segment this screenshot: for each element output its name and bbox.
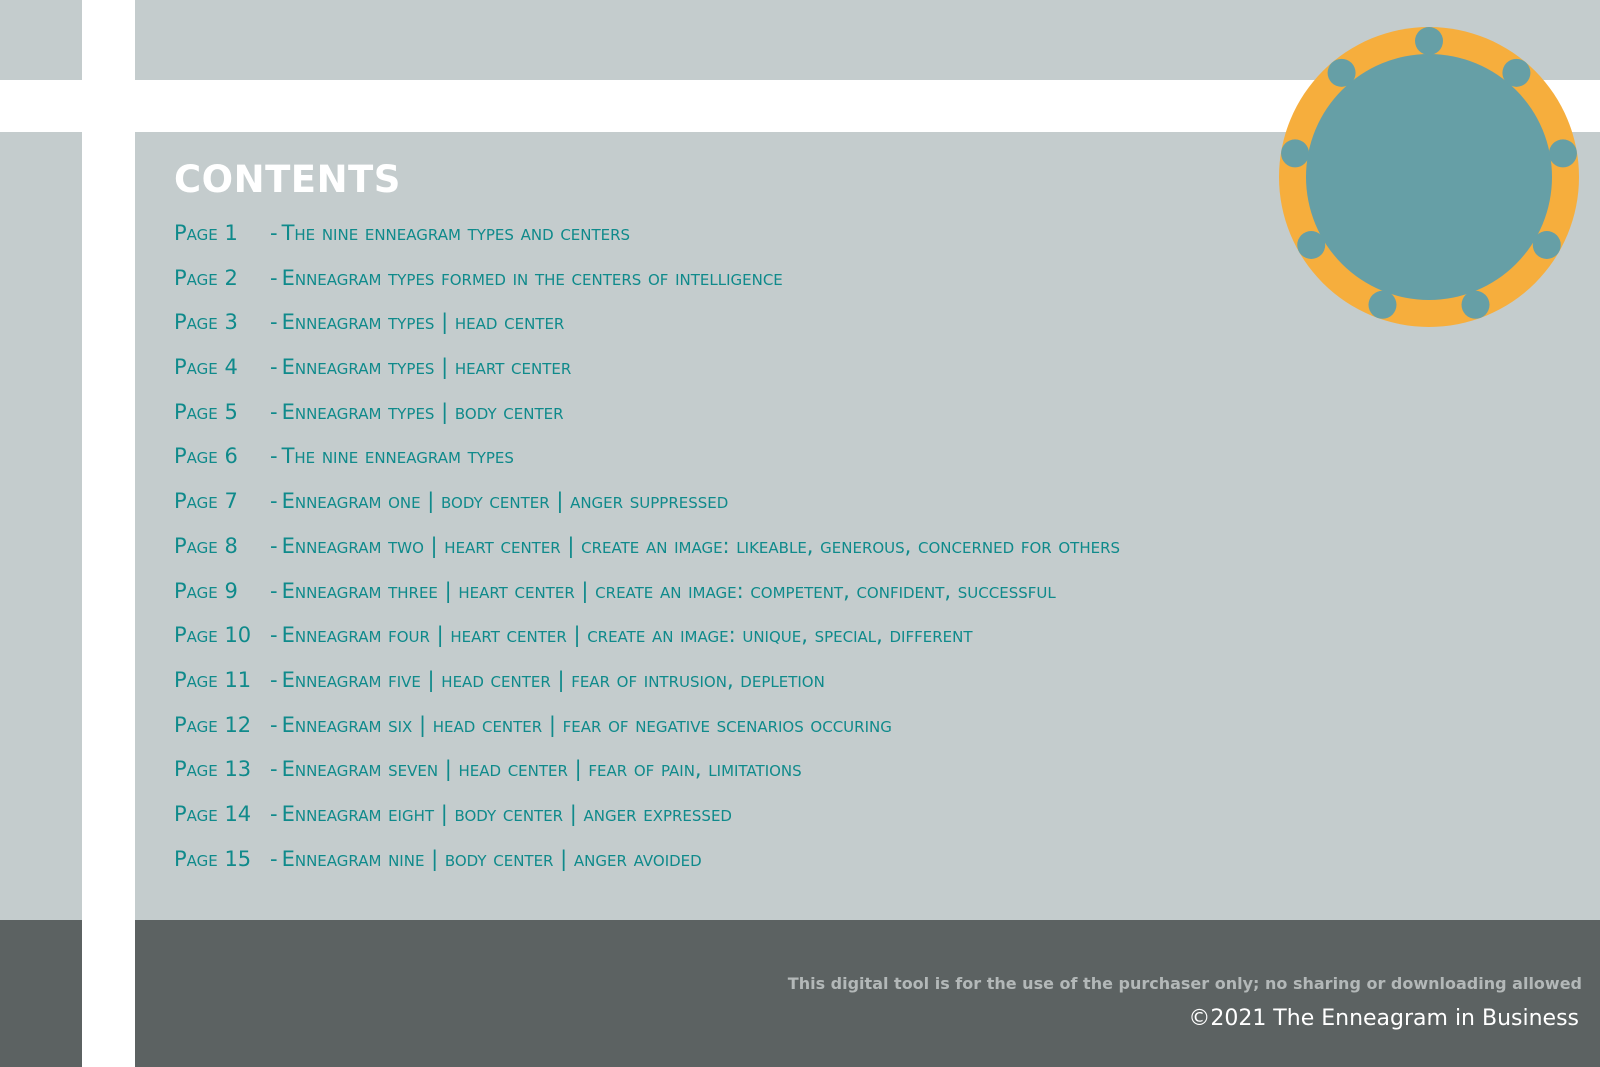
emblem-dot xyxy=(1533,231,1561,259)
disclaimer-text: This digital tool is for the use of the purchaser only; no sharing or downloading allowed xyxy=(787,974,1582,993)
toc-entry[interactable] xyxy=(174,310,1120,355)
toc-entry-title: Enneagram five | head center | fear of intrusion, depletion xyxy=(281,667,825,692)
toc-page-label xyxy=(174,355,282,380)
toc-entry[interactable] xyxy=(174,534,1120,579)
emblem-dot xyxy=(1297,231,1325,259)
toc-page-label xyxy=(174,400,282,425)
footer-left-block xyxy=(0,920,82,1067)
toc-page-number: Page 15 xyxy=(174,846,252,871)
toc-separator: - xyxy=(270,801,278,826)
toc-page-number: Page 3 xyxy=(174,310,238,335)
toc-separator: - xyxy=(270,399,278,424)
toc-page-label xyxy=(174,534,282,559)
toc-separator: - xyxy=(270,846,278,871)
copyright-text: ©2021 The Enneagram in Business xyxy=(1188,1006,1579,1031)
toc-page-label xyxy=(174,847,282,872)
contents-title: CONTENTS xyxy=(174,158,401,201)
toc-entry-title: Enneagram types | body center xyxy=(281,399,564,424)
toc-entry-title: Enneagram three | heart center | create an image: competent, confident, successful xyxy=(281,578,1056,603)
toc-entry-title: Enneagram types formed in the centers of intelligence xyxy=(281,265,783,290)
toc-separator: - xyxy=(270,712,278,737)
toc-entry[interactable] xyxy=(174,668,1120,713)
toc-page-number: Page 7 xyxy=(174,489,238,514)
toc-page-label xyxy=(174,757,282,782)
toc-page-number: Page 5 xyxy=(174,399,238,424)
toc-entry[interactable] xyxy=(174,444,1120,489)
emblem-dot xyxy=(1415,27,1443,55)
toc-page-label xyxy=(174,266,282,291)
toc-page-label xyxy=(174,489,282,514)
toc-entry[interactable] xyxy=(174,579,1120,624)
toc-page-label xyxy=(174,579,282,604)
toc-page-number: Page 14 xyxy=(174,801,252,826)
toc-entry[interactable] xyxy=(174,757,1120,802)
toc-entry-title: Enneagram types | head center xyxy=(281,310,565,335)
toc-page-number: Page 10 xyxy=(174,623,252,648)
toc-separator: - xyxy=(270,310,278,335)
toc-entry[interactable] xyxy=(174,623,1120,668)
toc-separator: - xyxy=(270,221,278,245)
toc-entry[interactable] xyxy=(174,221,1120,266)
toc-page-label xyxy=(174,221,282,246)
toc-entry[interactable] xyxy=(174,802,1120,847)
toc-entry-title: Enneagram eight | body center | anger expressed xyxy=(281,801,732,826)
toc-page-number: Page 2 xyxy=(174,265,238,290)
toc-page-label xyxy=(174,802,282,827)
toc-entry-title: Enneagram seven | head center | fear of pain, limitations xyxy=(281,757,802,782)
toc-page-number: Page 8 xyxy=(174,533,238,558)
toc-entry-title: Enneagram six | head center | fear of negative scenarios occuring xyxy=(281,712,892,737)
emblem-dot xyxy=(1502,59,1530,87)
toc-page-label xyxy=(174,623,282,648)
toc-entry[interactable] xyxy=(174,266,1120,311)
toc-separator: - xyxy=(270,623,278,648)
toc-page-label xyxy=(174,668,282,693)
toc-entry-title: Enneagram four | heart center | create an image: unique, special, different xyxy=(281,623,973,648)
toc-page-number: Page 12 xyxy=(174,712,252,737)
left-white-band xyxy=(82,0,135,1067)
toc-separator: - xyxy=(270,265,278,290)
emblem-disc xyxy=(1306,54,1552,300)
toc-separator: - xyxy=(270,578,278,603)
toc-page-number: Page 13 xyxy=(174,757,252,782)
contents-list xyxy=(174,221,1120,891)
toc-separator: - xyxy=(270,757,278,782)
toc-separator: - xyxy=(270,444,278,469)
footer xyxy=(135,920,1600,1067)
toc-entry[interactable] xyxy=(174,400,1120,445)
emblem-dot xyxy=(1328,59,1356,87)
toc-entry[interactable] xyxy=(174,847,1120,892)
toc-page-label xyxy=(174,713,282,738)
enneagram-circle-icon xyxy=(1277,22,1582,332)
toc-separator: - xyxy=(270,533,278,558)
emblem-dot xyxy=(1549,139,1577,167)
toc-page-number: Page 6 xyxy=(174,444,238,469)
emblem-dot xyxy=(1368,291,1396,319)
toc-page-number: Page 1 xyxy=(174,221,238,245)
toc-entry[interactable] xyxy=(174,355,1120,400)
toc-page-number: Page 4 xyxy=(174,355,238,380)
toc-entry-title: The nine enneagram types xyxy=(281,444,514,469)
toc-separator: - xyxy=(270,667,278,692)
emblem-dot xyxy=(1281,139,1309,167)
toc-page-label xyxy=(174,444,282,469)
toc-entry-title: Enneagram types | heart center xyxy=(281,355,572,380)
toc-entry[interactable] xyxy=(174,713,1120,758)
toc-page-number: Page 11 xyxy=(174,667,252,692)
toc-entry[interactable] xyxy=(174,489,1120,534)
toc-entry-title: Enneagram one | body center | anger suppressed xyxy=(281,489,729,514)
toc-entry-title: The nine enneagram types and centers xyxy=(281,221,631,245)
toc-page-label xyxy=(174,310,282,335)
toc-entry-title: Enneagram two | heart center | create an image: likeable, generous, concerned for others xyxy=(281,533,1121,558)
toc-entry-title: Enneagram nine | body center | anger avoided xyxy=(281,846,702,871)
toc-separator: - xyxy=(270,489,278,514)
toc-page-number: Page 9 xyxy=(174,578,238,603)
toc-separator: - xyxy=(270,355,278,380)
emblem-dot xyxy=(1462,291,1490,319)
